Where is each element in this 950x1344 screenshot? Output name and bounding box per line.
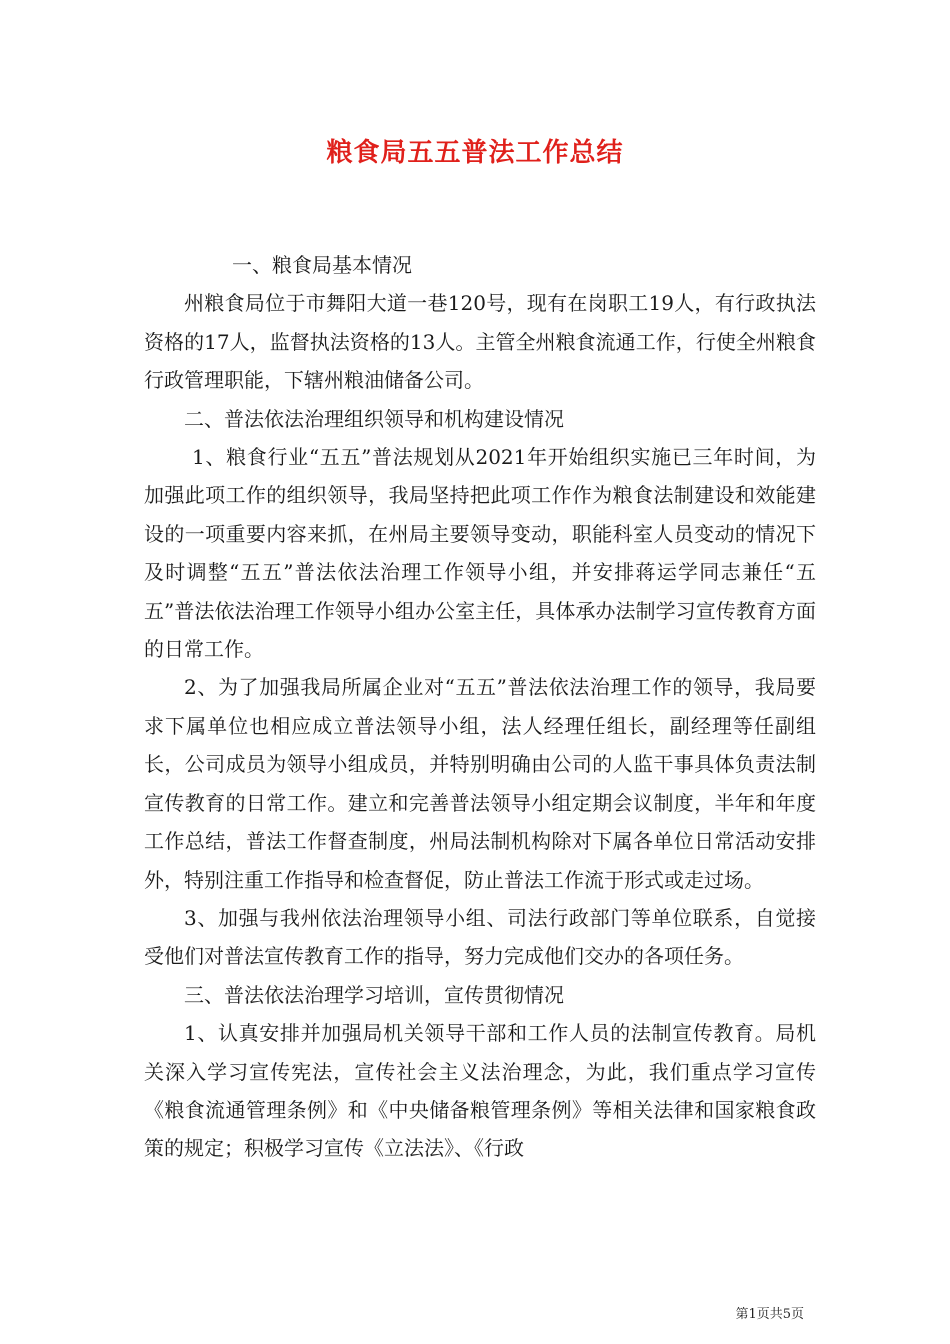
section-heading-2: 二、普法依法治理组织领导和机构建设情况: [184, 406, 564, 431]
page-number: 第1页共5页: [735, 1307, 804, 1322]
section-heading-3: 三、普法依法治理学习培训，宣传贯彻情况: [184, 982, 564, 1007]
paragraph-item-2: 2、为了加强我局所属企业对“五五”普法依法治理工作的领导，我局要求下属单位也相应成立普法领导小组，法人经理任组长，副经理等任副组长，公司成员为领导小组成员，并特别明确由公司的人监干事具体负责法制宣传教育的日常工作。建立和完善普法领导小组定期会议制度，半年和年度工作总结，普法工作督查制度，州局法制机构除对下属各单位日常活动安排外，特别注重工作指导和检查督促，防止普法工作流于形式或走过场。: [144, 675, 816, 892]
paragraph-item-3: 3、加强与我州依法治理领导小组、司法行政部门等单位联系，自觉接受他们对普法宣传教育工作的指导，努力完成他们交办的各项任务。: [144, 905, 816, 969]
document-body: [144, 246, 816, 1168]
paragraph-training-1: 1、认真安排并加强局机关领导干部和工作人员的法制宣传教育。局机关深入学习宣传宪法，宣传社会主义法治理念，为此，我们重点学习宣传《粮食流通管理条例》和《中央储备粮管理条例》等相关法律和国家粮食政策的规定；积极学习宣传《立法法》、《行政: [144, 1021, 816, 1161]
paragraph-item-1: 1、粮食行业“五五”普法规划从2021年开始组织实施已三年时间，为加强此项工作的组织领导，我局坚持把此项工作作为粮食法制建设和效能建设的一项重要内容来抓，在州局主要领导变动，职能科室人员变动的情况下及时调整“五五”普法依法治理工作领导小组，并安排蒋运学同志兼任“五五”普法依法治理工作领导小组办公室主任，具体承办法制学习宣传教育方面的日常工作。: [144, 445, 816, 662]
paragraph-basic-info: 州粮食局位于市舞阳大道一巷120号，现有在岗职工19人，有行政执法资格的17人，监督执法资格的13人。主管全州粮食流通工作，行使全州粮食行政管理职能，下辖州粮油储备公司。: [144, 291, 816, 393]
section-heading-1: 一、粮食局基本情况: [232, 253, 412, 277]
document-title: 粮食局五五普法工作总结: [326, 138, 624, 168]
